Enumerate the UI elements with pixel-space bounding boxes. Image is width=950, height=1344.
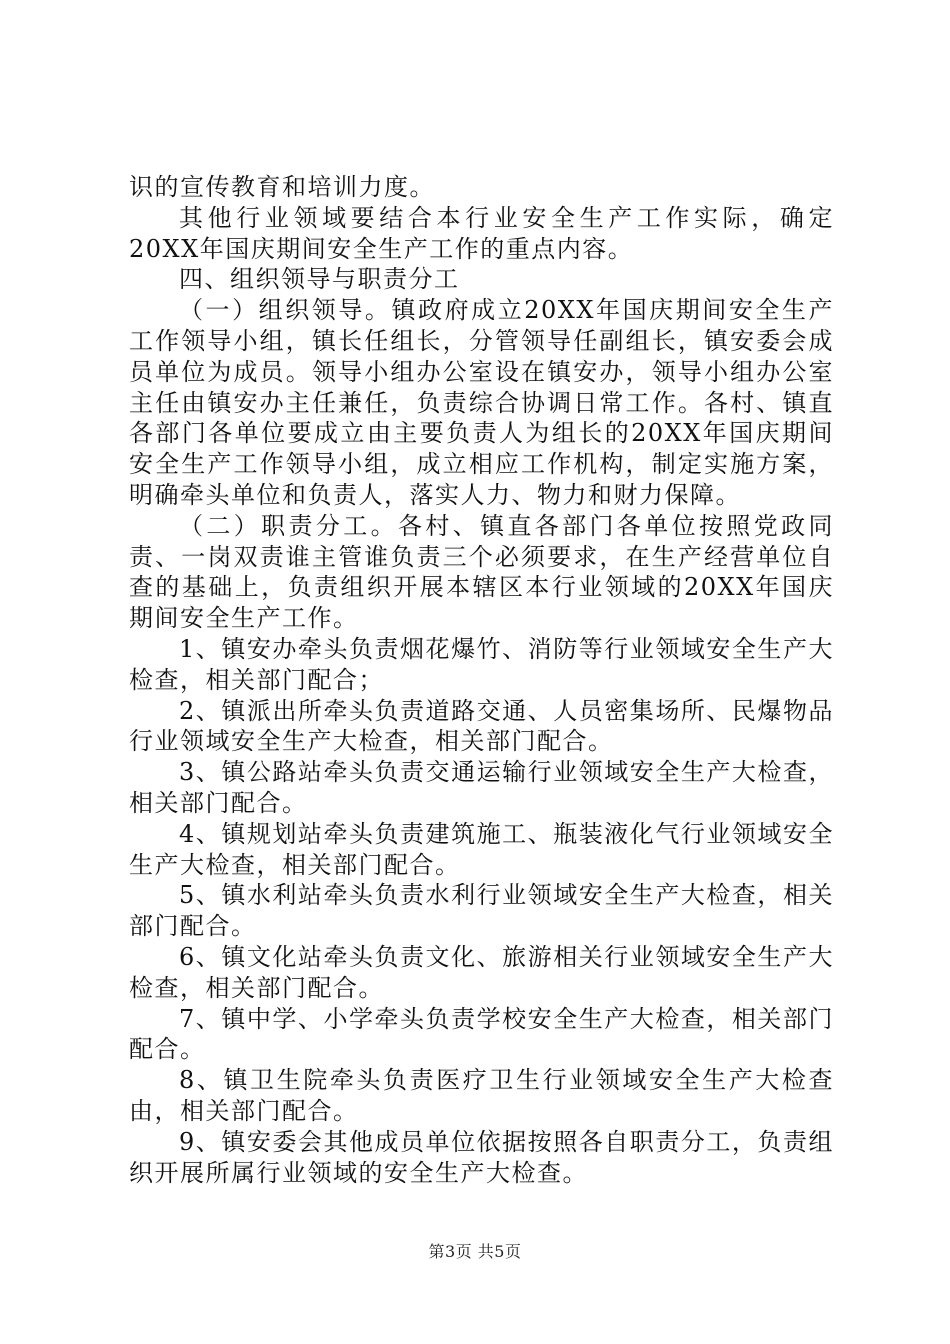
list-item-5: 5、镇水利站牵头负责水利行业领域安全生产大检查，相关部门配合。	[129, 881, 834, 941]
section-heading-organization: 四、组织领导与职责分工	[179, 265, 460, 294]
list-item-4: 4、镇规划站牵头负责建筑施工、瓶装液化气行业领域安全生产大检查，相关部门配合。	[129, 819, 834, 879]
document-body	[129, 172, 834, 1188]
list-item-1: 1、镇安办牵头负责烟花爆竹、消防等行业领域安全生产大检查，相关部门配合；	[129, 634, 834, 694]
list-item-9: 9、镇安委会其他成员单位依据按照各自职责分工，负责组织开展所属行业领域的安全生产大检查。	[129, 1127, 834, 1187]
list-item-3: 3、镇公路站牵头负责交通运输行业领域安全生产大检查，相关部门配合。	[129, 758, 834, 817]
list-item-2: 2、镇派出所牵头负责道路交通、人员密集场所、民爆物品行业领域安全生产大检查，相关部门配合。	[129, 696, 834, 756]
paragraph-responsibility-division: （二）职责分工。各村、镇直各部门各单位按照党政同责、一岗双责谁主管谁负责三个必须要求，在生产经营单位自查的基础上，负责组织开展本辖区本行业领域的20XX年国庆期间安全生产工作。	[129, 511, 834, 633]
paragraph-organization-leadership: （一）组织领导。镇政府成立20XX年国庆期间安全生产工作领导小组，镇长任组长，分管领导任副组长，镇安委会成员单位为成员。领导小组办公室设在镇安办，领导小组办公室主任由镇安办主任兼任，负责综合协调日常工作。各村、镇直各部门各单位要成立由主要负责人为组长的20XX年国庆期间安全生产工作领导小组，成立相应工作机构，制定实施方案，明确牵头单位和负责人，落实人力、物力和财力保障。	[129, 296, 834, 509]
list-item-6: 6、镇文化站牵头负责文化、旅游相关行业领域安全生产大检查，相关部门配合。	[129, 942, 834, 1002]
paragraph-other-industries: 其他行业领域要结合本行业安全生产工作实际，确定20XX年国庆期间安全生产工作的重点内容。	[129, 203, 834, 263]
page-number-footer: 第3页 共5页	[428, 1242, 522, 1261]
list-item-7: 7、镇中学、小学牵头负责学校安全生产大检查，相关部门配合。	[129, 1004, 834, 1064]
list-item-8: 8、镇卫生院牵头负责医疗卫生行业领域安全生产大检查由，相关部门配合。	[129, 1066, 834, 1125]
paragraph-continuation: 识的宣传教育和培训力度。	[129, 173, 435, 201]
